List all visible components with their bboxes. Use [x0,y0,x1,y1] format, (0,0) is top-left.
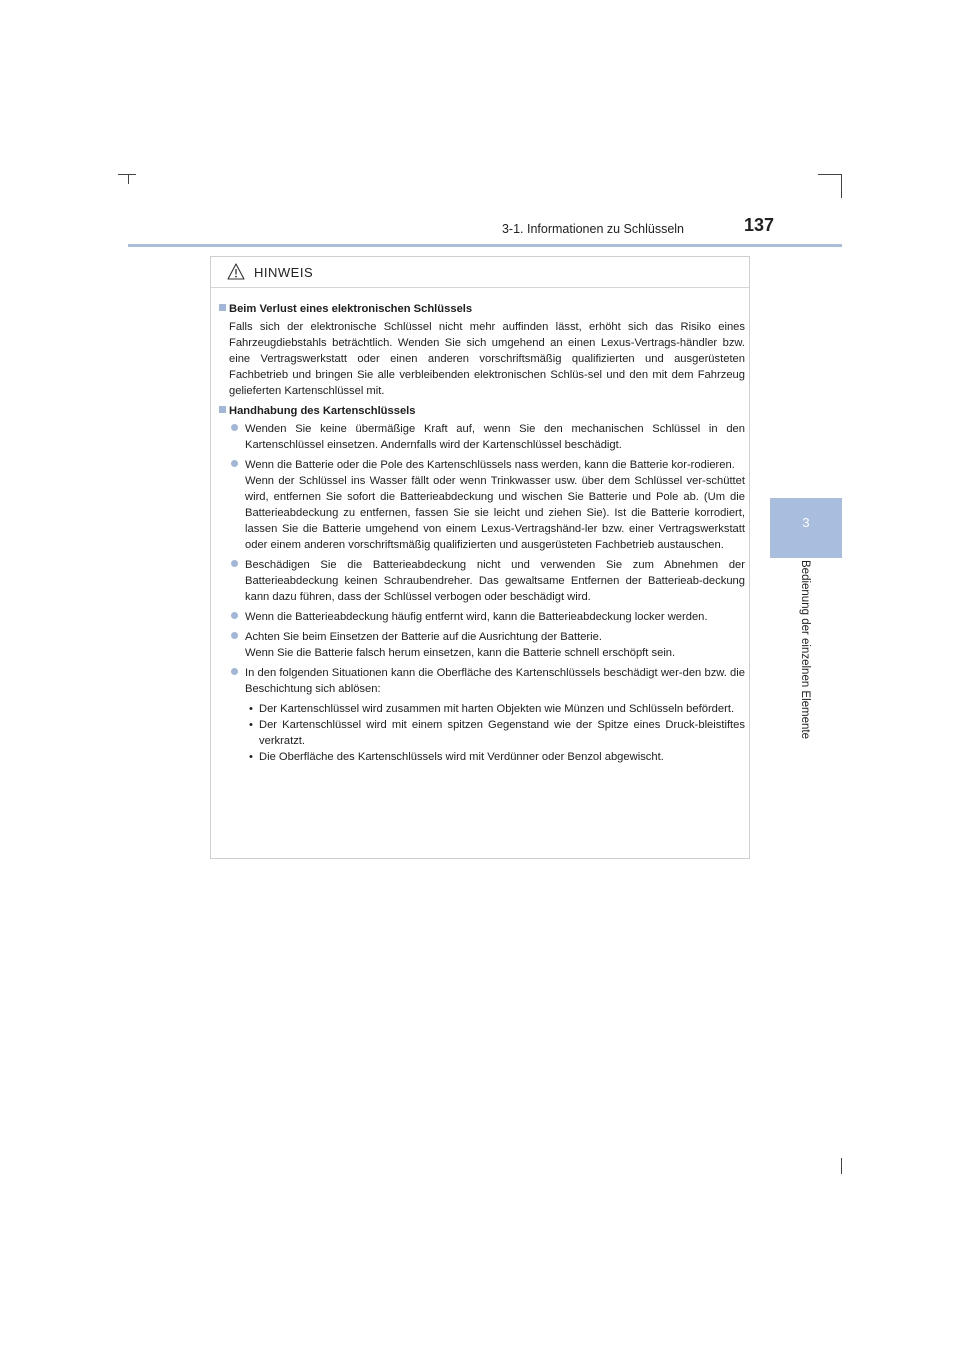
list-item-text: Wenn die Batterie oder die Pole des Kartenschlüssels nass werden, kann die Batterie kor-rodieren. [245,459,735,471]
crop-mark-top-left [128,174,129,184]
round-bullet-icon [231,632,238,639]
section-text: Falls sich der elektronische Schlüssel nicht mehr auffinden lässt, erhöht sich das Risiko eines Fahrzeugdiebstahls beträchtlich. Wenden Sie sich umgehend an einen Lexus-Vertrags-händler bzw. eine Vertragswerkstatt oder einen anderen vorschriftsmäßig qualifizierten und ausgerüsteten Fachbetrieb und bringen Sie alle verbleibenden elektronischen Schlüs-sel und den mit dem Fahrzeug gelieferten Kartenschlüssel mit. [229,321,745,397]
list-item [219,557,745,605]
dot-bullet-icon: • [249,719,253,731]
section-heading [219,301,745,317]
sub-list-item [219,701,745,717]
note-box [210,256,750,859]
list-item-text: Wenden Sie keine übermäßige Kraft auf, wenn Sie den mechanischen Schlüssel in den Kartenschlüssel einsetzen. Andernfalls wird der Kartenschlüssel beschädigt. [245,423,745,451]
crop-mark-top-left-h [118,174,136,175]
list-item-text: In den folgenden Situationen kann die Oberfläche des Kartenschlüssels beschädigt wer-den bzw. die Beschichtung sich ablösen: [245,667,745,695]
page-number: 137 [743,215,774,235]
sub-list-item [219,717,745,749]
list-item-text: Achten Sie beim Einsetzen der Batterie auf die Ausrichtung der Batterie. [245,631,602,643]
sub-list-item [219,749,745,765]
list-item-text: Wenn der Schlüssel ins Wasser fällt oder wenn Trinkwasser usw. über dem Schlüssel ver-schüttet wird, entfernen Sie sofort die Batterieabdeckung und wischen Sie Batterie und Pole ab. (Um die Batterieabdeckung zu entfernen, fassen Sie sie leicht und ziehen Sie). Ist die Batterie korrodiert, lassen Sie die Batterie umgehend von einem Lexus-Vertragshänd-ler bzw. einer Vertragswerkstatt oder einem anderen vorschriftsmäßig qualifizierten und ausgerüsteten Fachbetrieb austauschen. [245,475,745,551]
sub-list-item-text: Die Oberfläche des Kartenschlüssels wird mit Verdünner oder Benzol abgewischt. [259,751,664,763]
crop-mark-top-right-h [818,174,842,175]
section-heading-text: Beim Verlust eines elektronischen Schlüssels [229,303,473,315]
list-item-text: Beschädigen Sie die Batterieabdeckung nicht und verwenden Sie zum Abnehmen der Batterieabdeckung keinen Schraubendreher. Das gewaltsame Entfernen der Batterieab-deckung kann dazu führen, dass der Schlüssel verbogen oder beschädigt wird. [245,559,745,603]
square-bullet-icon [219,406,226,413]
crop-mark-bottom-right [841,1158,842,1174]
round-bullet-icon [231,424,238,431]
list-item-text: Wenn die Batterieabdeckung häufig entfernt wird, kann die Batterieabdeckung locker werden. [245,611,708,623]
sub-list-item-text: Der Kartenschlüssel wird mit einem spitzen Gegenstand wie der Spitze eines Druck-bleistiftes verkratzt. [259,719,745,747]
note-content [219,301,745,765]
round-bullet-icon [231,460,238,467]
crop-mark-top-right-v [841,174,842,198]
square-bullet-icon [219,304,226,311]
list-item [219,629,745,661]
chapter-number: 3 [802,515,810,530]
sub-list-item-text: Der Kartenschlüssel wird zusammen mit harten Objekten wie Münzen und Schlüsseln befördert. [259,703,735,715]
list-item [219,609,745,625]
note-title: HINWEIS [254,265,314,280]
warning-triangle-icon [227,263,245,280]
round-bullet-icon [231,668,238,675]
note-header [211,257,749,288]
section-heading-text: Handhabung des Kartenschlüssels [229,405,416,417]
list-item [219,665,745,697]
round-bullet-icon [231,612,238,619]
header-rule [128,244,842,247]
list-item-text: Wenn Sie die Batterie falsch herum einsetzen, kann die Batterie schnell erschöpft sein. [245,647,676,659]
dot-bullet-icon: • [249,703,253,715]
section-heading [219,403,745,419]
dot-bullet-icon: • [249,751,253,763]
round-bullet-icon [231,560,238,567]
list-item [219,421,745,453]
sub-list [219,701,745,765]
list-item [219,457,745,553]
section-title: 3-1. Informationen zu Schlüsseln [501,222,684,236]
chapter-label: Bedienung der einzelnen Elemente [799,560,811,740]
